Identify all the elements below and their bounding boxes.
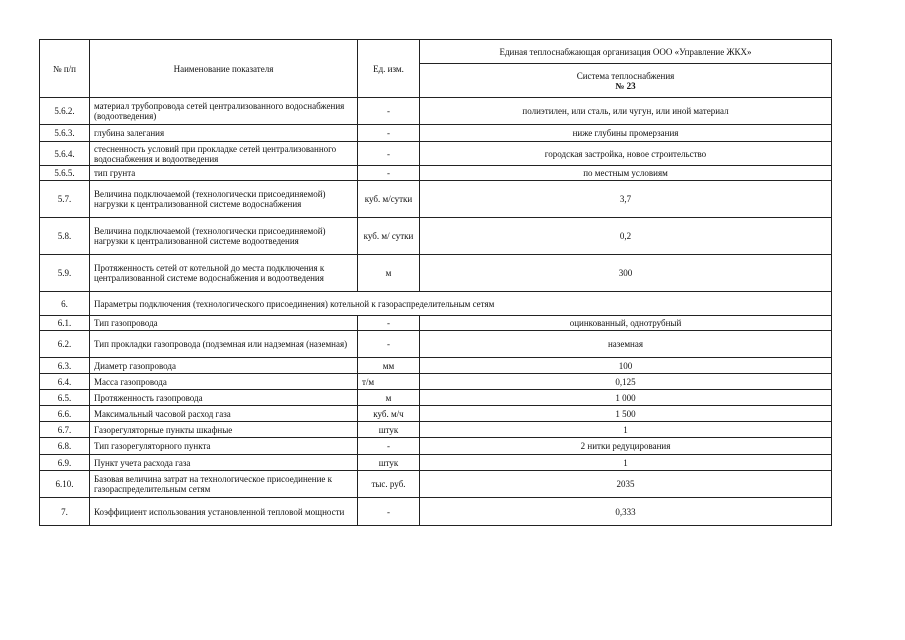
row-value: 1 <box>420 422 832 438</box>
row-value: 0,333 <box>420 498 832 526</box>
row-name: Величина подключаемой (технологически присоединяемой) нагрузки к централизованной системе водоотведения <box>90 218 358 255</box>
row-unit: - <box>358 125 420 142</box>
row-value: наземная <box>420 331 832 358</box>
row-value: городская застройка, новое строительство <box>420 142 832 166</box>
row-value: 300 <box>420 255 832 292</box>
row-num: 5.8. <box>40 218 90 255</box>
row-value: ниже глубины промерзания <box>420 125 832 142</box>
row-num: 6.10. <box>40 471 90 498</box>
row-name: Протяженность сетей от котельной до места подключения к централизованной системе водоснабжения и водоотведения <box>90 255 358 292</box>
row-name: Тип прокладки газопровода (подземная или надземная (наземная) <box>90 331 358 358</box>
row-num: 6.8. <box>40 438 90 455</box>
table-row <box>40 358 832 374</box>
row-unit: т/м <box>358 374 420 390</box>
row-num: 5.6.2. <box>40 98 90 125</box>
row-unit: - <box>358 98 420 125</box>
row-value: по местным условиям <box>420 166 832 181</box>
row-unit: - <box>358 438 420 455</box>
table-row <box>40 471 832 498</box>
row-value: 1 500 <box>420 406 832 422</box>
row-num: 5.6.3. <box>40 125 90 142</box>
row-name: Тип газорегуляторного пункта <box>90 438 358 455</box>
table-row <box>40 438 832 455</box>
row-unit: штук <box>358 455 420 471</box>
row-num: 6.6. <box>40 406 90 422</box>
table-row <box>40 255 832 292</box>
row-unit: - <box>358 166 420 181</box>
table-row <box>40 422 832 438</box>
row-name: Тип газопровода <box>90 316 358 331</box>
row-unit: - <box>358 142 420 166</box>
row-num: 6.1. <box>40 316 90 331</box>
table-row <box>40 166 832 181</box>
row-unit: - <box>358 331 420 358</box>
header-system-label: Система теплоснабжения <box>576 70 675 81</box>
row-num: 6.3. <box>40 358 90 374</box>
table-row <box>40 331 832 358</box>
header-system <box>420 64 832 98</box>
row-value: 1 000 <box>420 390 832 406</box>
row-name: Диаметр газопровода <box>90 358 358 374</box>
table-row <box>40 98 832 125</box>
row-value: 2035 <box>420 471 832 498</box>
row-unit: м <box>358 390 420 406</box>
row-name: глубина залегания <box>90 125 358 142</box>
row-num: 5.6.4. <box>40 142 90 166</box>
row-num: 7. <box>40 498 90 526</box>
table-row <box>40 374 832 390</box>
table-row <box>40 316 832 331</box>
row-unit: куб. м/сутки <box>358 181 420 218</box>
row-num: 5.6.5. <box>40 166 90 181</box>
row-value: 3,7 <box>420 181 832 218</box>
header-unit: Ед. изм. <box>358 40 420 98</box>
table-row <box>40 218 832 255</box>
section-title: Параметры подключения (технологического присоединения) котельной к газораспределительным сетям <box>90 292 832 316</box>
row-name: стесненность условий при прокладке сетей централизованного водоснабжения и водоотведения <box>90 142 358 166</box>
table-row <box>40 406 832 422</box>
row-name: Максимальный часовой расход газа <box>90 406 358 422</box>
row-name: Пункт учета расхода газа <box>90 455 358 471</box>
header-name: Наименование показателя <box>90 40 358 98</box>
row-num: 5.9. <box>40 255 90 292</box>
table-row <box>40 498 832 526</box>
table-row <box>40 390 832 406</box>
row-unit: тыс. руб. <box>358 471 420 498</box>
row-value: 2 нитки редуцирования <box>420 438 832 455</box>
row-num: 6.7. <box>40 422 90 438</box>
row-value: полиэтилен, или сталь, или чугун, или иной материал <box>420 98 832 125</box>
row-name: Масса газопровода <box>90 374 358 390</box>
row-name: Базовая величина затрат на технологическое присоединение к газораспределительным сетям <box>90 471 358 498</box>
row-unit: мм <box>358 358 420 374</box>
row-unit: штук <box>358 422 420 438</box>
table-row <box>40 125 832 142</box>
header-org: Единая теплоснабжающая организация ООО «Управление ЖКХ» <box>420 40 832 64</box>
row-unit: - <box>358 498 420 526</box>
row-num: 6.4. <box>40 374 90 390</box>
table-row <box>40 181 832 218</box>
row-name: Протяженность газопровода <box>90 390 358 406</box>
row-unit: куб. м/ч <box>358 406 420 422</box>
section-row <box>40 292 832 316</box>
row-name: материал трубопровода сетей централизованного водоснабжения (водоотведения) <box>90 98 358 125</box>
header-num: № п/п <box>40 40 90 98</box>
row-name: Величина подключаемой (технологически присоединяемой) нагрузки к централизованной системе водоснабжения <box>90 181 358 218</box>
row-name: Коэффициент использования установленной тепловой мощности <box>90 498 358 526</box>
header-system-number: № 23 <box>615 80 636 91</box>
row-value: оцинкованный, однотрубный <box>420 316 832 331</box>
row-unit: м <box>358 255 420 292</box>
row-unit: куб. м/ сутки <box>358 218 420 255</box>
row-value: 0,2 <box>420 218 832 255</box>
indicators-table <box>39 39 832 526</box>
row-num: 5.7. <box>40 181 90 218</box>
row-value: 0,125 <box>420 374 832 390</box>
row-value: 1 <box>420 455 832 471</box>
section-num: 6. <box>40 292 90 316</box>
row-num: 6.2. <box>40 331 90 358</box>
row-unit: - <box>358 316 420 331</box>
row-name: тип грунта <box>90 166 358 181</box>
table-row <box>40 455 832 471</box>
row-num: 6.9. <box>40 455 90 471</box>
table-row <box>40 142 832 166</box>
row-name: Газорегуляторные пункты шкафные <box>90 422 358 438</box>
row-value: 100 <box>420 358 832 374</box>
row-num: 6.5. <box>40 390 90 406</box>
